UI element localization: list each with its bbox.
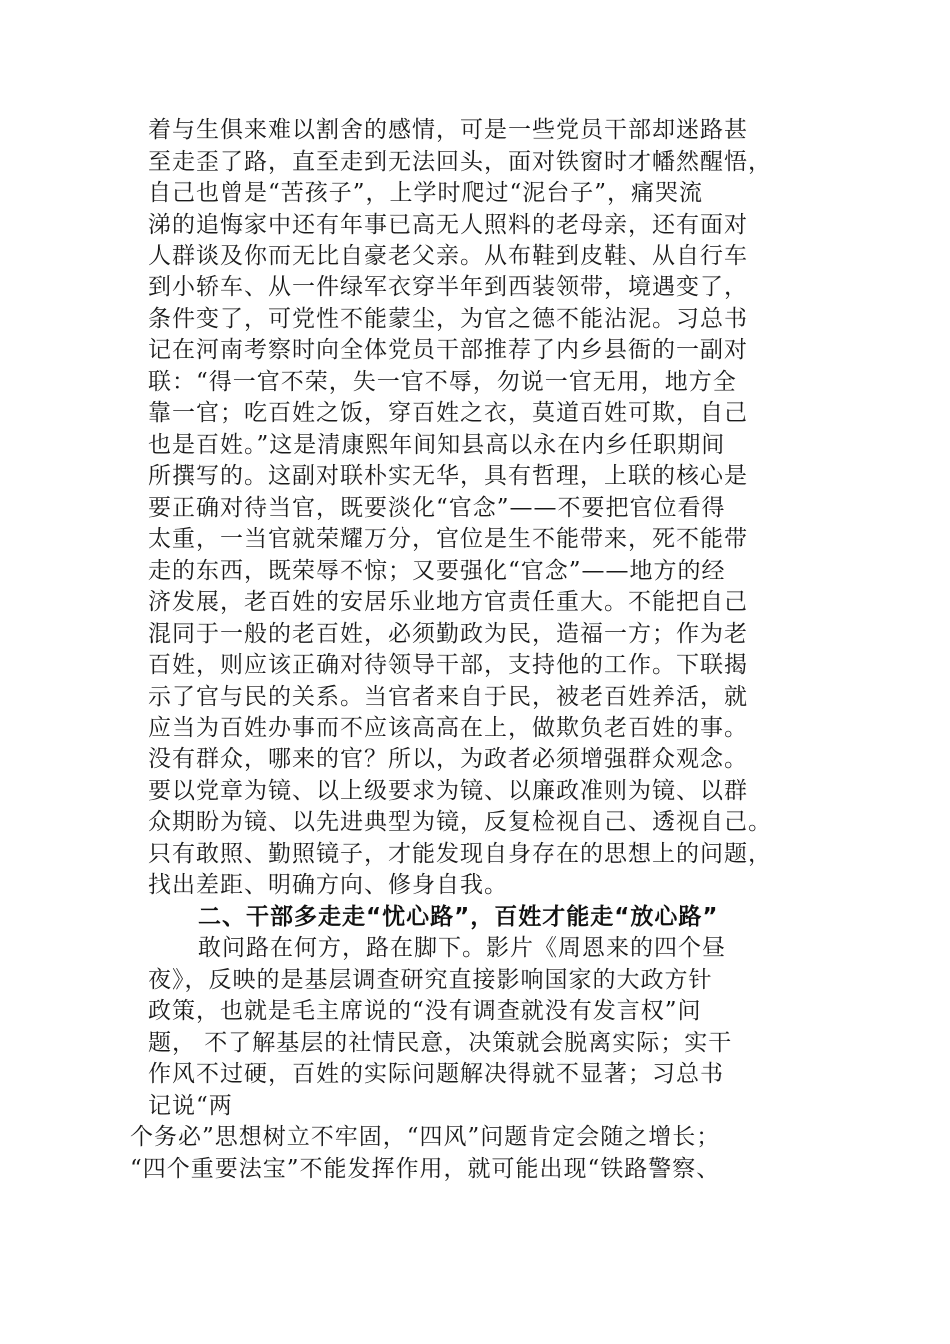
text-line: 题， 不了解基层的社情民意，决策就会脱离实际；实干 xyxy=(148,1030,733,1056)
text-line: 应当为百姓办事而不应该高高在上，做欺负老百姓的事。 xyxy=(148,715,748,741)
text-line: 百姓，则应该正确对待领导干部，支持他的工作。下联揭 xyxy=(148,652,748,678)
text-line: 要以党章为镜、以上级要求为镜、以廉政准则为镜、以群 xyxy=(148,778,748,804)
text-line: “四个重要法宝”不能发挥作用，就可能出现“铁路警察、 xyxy=(130,1156,721,1182)
text-line: 太重，一当官就荣耀万分，官位是生不能带来，死不能带 xyxy=(148,526,748,552)
text-line: 敢问路在何方，路在脚下。影片《周恩来的四个昼 xyxy=(198,935,726,961)
text-line: 混同于一般的老百姓，必须勤政为民，造福一方；作为老 xyxy=(148,621,748,647)
text-line: 所撰写的。这副对联朴实无华，具有哲理，上联的核心是 xyxy=(148,463,748,489)
text-line: 着与生俱来难以割舍的感情，可是一些党员干部却迷路甚 xyxy=(148,117,748,143)
text-line: 至走歪了路，直至走到无法回头，面对铁窗时才幡然醒悟， xyxy=(148,149,772,175)
text-line: 涕的追悔家中还有年事已高无人照料的老母亲，还有面对 xyxy=(148,212,748,238)
text-line: 记在河南考察时向全体党员干部推荐了内乡县衙的一副对 xyxy=(148,337,748,363)
text-line: 作风不过硬，百姓的实际问题解决得就不显著；习总书 xyxy=(148,1061,724,1087)
section-heading: 二、干部多走走“忧心路”，百姓才能走“放心路” xyxy=(198,904,719,930)
text-line: 靠一官；吃百姓之饭，穿百姓之衣，莫道百姓可欺，自己 xyxy=(148,400,748,426)
text-line: 众期盼为镜、以先进典型为镜，反复检视自己、透视自己。 xyxy=(148,809,772,835)
text-line: 记说“两 xyxy=(148,1093,233,1119)
text-line: 走的东西，既荣辱不惊；又要强化“官念”——地方的经 xyxy=(148,558,726,584)
text-line: 没有群众，哪来的官？所以，为政者必须增强群众观念。 xyxy=(148,746,748,772)
text-line: 找出差距、明确方向、修身自我。 xyxy=(148,872,508,898)
text-line: 自己也曾是“苦孩子”，上学时爬过“泥台子”，痛哭流 xyxy=(148,180,704,206)
text-line: 只有敢照、勤照镜子，才能发现自身存在的思想上的问题， xyxy=(148,841,772,867)
text-line: 也是百姓。”这是清康熙年间知县高以永在内乡任职期间 xyxy=(148,432,726,458)
text-line: 联：“得一官不荣，失一官不辱，勿说一官无用，地方全 xyxy=(148,369,737,395)
text-line: 济发展，老百姓的安居乐业地方官责任重大。不能把自己 xyxy=(148,589,748,615)
text-line: 个务必”思想树立不牢固，“四风”问题肯定会随之增长； xyxy=(130,1124,721,1150)
text-line: 示了官与民的关系。当官者来自于民，被老百姓养活，就 xyxy=(148,684,748,710)
text-line: 条件变了，可党性不能蒙尘，为官之德不能沾泥。习总书 xyxy=(148,306,748,332)
text-line: 夜》，反映的是基层调查研究直接影响国家的大政方针 xyxy=(148,967,713,993)
text-line: 政策，也就是毛主席说的“没有调查就没有发言权”问 xyxy=(148,998,702,1024)
text-line: 到小轿车、从一件绿军衣穿半年到西装领带，境遇变了， xyxy=(148,274,748,300)
text-line: 人群谈及你而无比自豪老父亲。从布鞋到皮鞋、从自行车 xyxy=(148,243,748,269)
text-line: 要正确对待当官，既要淡化“官念”——不要把官位看得 xyxy=(148,495,726,521)
